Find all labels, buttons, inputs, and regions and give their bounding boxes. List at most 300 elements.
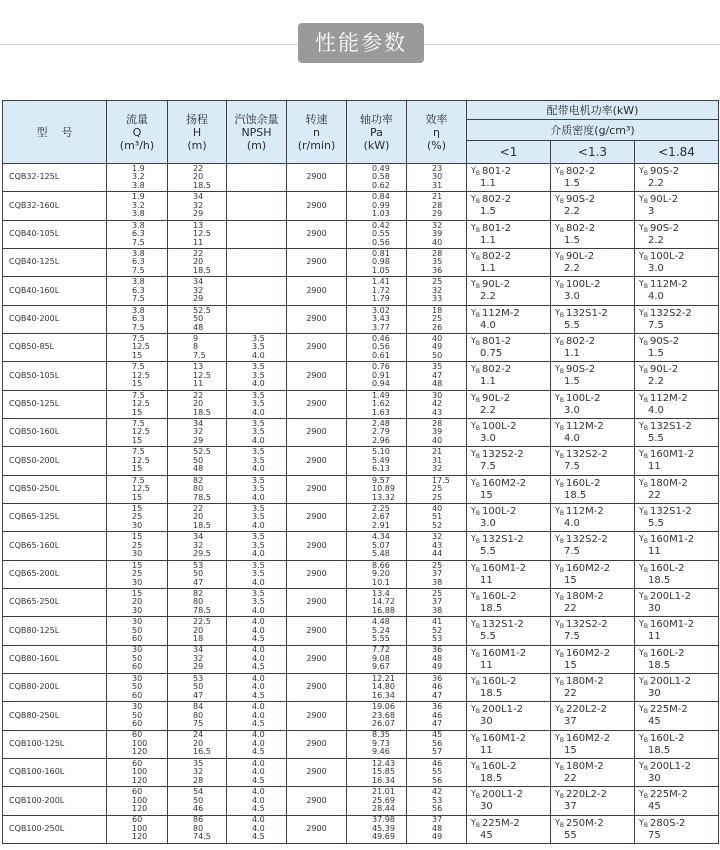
npsh-cell: 3.5 3.5 4.0: [227, 362, 287, 390]
shaft-power-cell: 3.02 3.43 3.77: [347, 305, 407, 333]
npsh-cell: [227, 248, 287, 276]
motor-lt1-3-cell: $Y_B$ 132S2-2 7.5: [551, 617, 635, 645]
efficiency-cell: 37 48 49: [407, 815, 467, 843]
flow-cell: 30 50 60: [107, 617, 168, 645]
flow-cell: 7.5 12.5 15: [107, 475, 168, 503]
npsh-cell: 3.5 3.5 4.0: [227, 390, 287, 418]
motor-lt1-cell: $Y_B$ 160L-2 18.5: [467, 673, 551, 701]
shaft-power-cell: 13.4 14.72 16.88: [347, 588, 407, 616]
yb-motor-mark: $Y_B$: [639, 732, 649, 744]
model-cell: CQB100-160L: [3, 758, 107, 786]
flow-cell: 3.8 6.3 7.5: [107, 248, 168, 276]
yb-motor-mark: $Y_B$: [471, 817, 481, 829]
yb-motor-mark: $Y_B$: [555, 279, 565, 291]
speed-cell: 2900: [287, 532, 347, 560]
motor-lt1-84-cell: $Y_B$ 225M-2 45: [635, 787, 719, 815]
speed-cell: 2900: [287, 673, 347, 701]
head-cell: 82 80 78.5: [168, 588, 227, 616]
head-cell: 52.5 50 48: [168, 447, 227, 475]
table-row: [3, 560, 719, 588]
head-cell: 22 20 18.5: [168, 164, 227, 192]
yb-motor-mark: $Y_B$: [639, 562, 649, 574]
npsh-cell: [227, 220, 287, 248]
head-cell: 52.5 50 48: [168, 305, 227, 333]
npsh-cell: 3.5 3.5 4.0: [227, 532, 287, 560]
model-cell: CQB40-105L: [3, 220, 107, 248]
speed-cell: 2900: [287, 248, 347, 276]
table-body: [3, 164, 719, 844]
motor-lt1-3-cell: $Y_B$ 160M2-2 15: [551, 730, 635, 758]
flow-cell: 60 100 120: [107, 730, 168, 758]
motor-lt1-84-cell: $Y_B$ 160L-2 18.5: [635, 560, 719, 588]
header-model: 型 号: [3, 101, 107, 164]
shaft-power-cell: 9.57 10.89 13.32: [347, 475, 407, 503]
yb-motor-mark: $Y_B$: [471, 364, 481, 376]
flow-cell: 3.8 6.3 7.5: [107, 305, 168, 333]
page-title: 性能参数: [298, 23, 424, 63]
head-cell: 53 50 47: [168, 560, 227, 588]
motor-lt1-3-cell: $Y_B$ 90L-2 2.2: [551, 248, 635, 276]
motor-lt1-cell: $Y_B$ 801-2 1.1: [467, 164, 551, 192]
table-row: [3, 787, 719, 815]
motor-lt1-84-cell: $Y_B$ 90L-2 3: [635, 192, 719, 220]
motor-lt1-cell: $Y_B$ 100L-2 3.0: [467, 503, 551, 531]
shaft-power-cell: 7.72 9.08 9.67: [347, 645, 407, 673]
shaft-power-cell: 19.06 23.68 26.07: [347, 702, 407, 730]
yb-motor-mark: $Y_B$: [555, 817, 565, 829]
motor-lt1-3-cell: $Y_B$ 220L2-2 37: [551, 787, 635, 815]
npsh-cell: 4.0 4.0 4.5: [227, 730, 287, 758]
model-cell: CQB40-160L: [3, 277, 107, 305]
flow-cell: 15 25 30: [107, 503, 168, 531]
yb-motor-mark: $Y_B$: [471, 704, 481, 716]
header-npsh: 汽蚀余量 NPSH (m): [227, 101, 287, 164]
yb-motor-mark: $Y_B$: [639, 506, 649, 518]
speed-cell: 2900: [287, 362, 347, 390]
model-cell: CQB80-160L: [3, 645, 107, 673]
head-cell: 13 12.5 11: [168, 362, 227, 390]
motor-lt1-cell: $Y_B$ 160L-2 18.5: [467, 588, 551, 616]
efficiency-cell: 21 28 29: [407, 192, 467, 220]
flow-cell: 3.8 6.3 7.5: [107, 277, 168, 305]
npsh-cell: 3.5 3.5 4.0: [227, 475, 287, 503]
shaft-power-cell: 0.46 0.56 0.61: [347, 333, 407, 361]
table-row: [3, 503, 719, 531]
npsh-cell: 3.5 3.5 4.0: [227, 560, 287, 588]
motor-lt1-cell: $Y_B$ 801-2 1.1: [467, 220, 551, 248]
yb-motor-mark: $Y_B$: [471, 506, 481, 518]
head-cell: 53 50 47: [168, 673, 227, 701]
yb-motor-mark: $Y_B$: [471, 194, 481, 206]
yb-motor-mark: $Y_B$: [471, 534, 481, 546]
yb-motor-mark: $Y_B$: [555, 336, 565, 348]
flow-cell: 15 25 30: [107, 532, 168, 560]
motor-lt1-cell: $Y_B$ 802-2 1.1: [467, 362, 551, 390]
motor-lt1-84-cell: $Y_B$ 160L-2 18.5: [635, 645, 719, 673]
table-row: [3, 532, 719, 560]
motor-lt1-84-cell: $Y_B$ 132S1-2 5.5: [635, 418, 719, 446]
yb-motor-mark: $Y_B$: [639, 166, 649, 178]
table-row: [3, 390, 719, 418]
head-cell: 22 20 18.5: [168, 503, 227, 531]
motor-lt1-84-cell: $Y_B$ 160L-2 18.5: [635, 730, 719, 758]
speed-cell: 2900: [287, 475, 347, 503]
model-cell: CQB50-250L: [3, 475, 107, 503]
shaft-power-cell: 2.25 2.67 2.91: [347, 503, 407, 531]
motor-lt1-cell: $Y_B$ 132S2-2 7.5: [467, 447, 551, 475]
efficiency-cell: 41 52 53: [407, 617, 467, 645]
model-cell: CQB65-125L: [3, 503, 107, 531]
yb-motor-mark: $Y_B$: [471, 279, 481, 291]
efficiency-cell: 21 31 32: [407, 447, 467, 475]
shaft-power-cell: 12.21 14.80 16.34: [347, 673, 407, 701]
title-rule-right: [424, 44, 720, 45]
table-row: [3, 333, 719, 361]
motor-lt1-cell: $Y_B$ 160M1-2 11: [467, 560, 551, 588]
efficiency-cell: 32 43 44: [407, 532, 467, 560]
table-row: [3, 645, 719, 673]
shaft-power-cell: 2.48 2.79 2.96: [347, 418, 407, 446]
npsh-cell: 4.0 4.0 4.5: [227, 617, 287, 645]
yb-motor-mark: $Y_B$: [555, 222, 565, 234]
motor-lt1-84-cell: $Y_B$ 200L1-2 30: [635, 673, 719, 701]
yb-motor-mark: $Y_B$: [639, 449, 649, 461]
motor-lt1-cell: $Y_B$ 200L1-2 30: [467, 702, 551, 730]
motor-lt1-3-cell: $Y_B$ 220L2-2 37: [551, 702, 635, 730]
yb-motor-mark: $Y_B$: [555, 506, 565, 518]
flow-cell: 3.8 6.3 7.5: [107, 220, 168, 248]
npsh-cell: 4.0 4.0 4.5: [227, 702, 287, 730]
header-density-lt1-3: <1.3: [551, 141, 635, 164]
motor-lt1-cell: $Y_B$ 160M1-2 11: [467, 730, 551, 758]
efficiency-cell: 35 47 48: [407, 362, 467, 390]
yb-motor-mark: $Y_B$: [555, 392, 565, 404]
motor-lt1-3-cell: $Y_B$ 112M-2 4.0: [551, 418, 635, 446]
motor-lt1-84-cell: $Y_B$ 160M1-2 11: [635, 447, 719, 475]
head-cell: 22.5 20 18: [168, 617, 227, 645]
yb-motor-mark: $Y_B$: [471, 619, 481, 631]
motor-lt1-84-cell: $Y_B$ 160M1-2 11: [635, 617, 719, 645]
shaft-power-cell: 0.76 0.91 0.94: [347, 362, 407, 390]
model-cell: CQB50-200L: [3, 447, 107, 475]
yb-motor-mark: $Y_B$: [639, 817, 649, 829]
flow-cell: 7.5 12.5 15: [107, 447, 168, 475]
motor-lt1-3-cell: $Y_B$ 802-2 1.5: [551, 220, 635, 248]
model-cell: CQB65-200L: [3, 560, 107, 588]
flow-cell: 30 50 60: [107, 673, 168, 701]
motor-lt1-84-cell: $Y_B$ 280S-2 75: [635, 815, 719, 843]
model-cell: CQB100-200L: [3, 787, 107, 815]
flow-cell: 7.5 12.5 15: [107, 333, 168, 361]
npsh-cell: 3.5 3.5 4.0: [227, 333, 287, 361]
motor-lt1-84-cell: $Y_B$ 90S-2 1.5: [635, 333, 719, 361]
flow-cell: 1.9 3.2 3.8: [107, 164, 168, 192]
model-cell: CQB50-125L: [3, 390, 107, 418]
header-density-lt1: <1: [467, 141, 551, 164]
efficiency-cell: 17.5 25 25: [407, 475, 467, 503]
yb-motor-mark: $Y_B$: [555, 732, 565, 744]
efficiency-cell: 18 25 26: [407, 305, 467, 333]
efficiency-cell: 36 46 47: [407, 673, 467, 701]
speed-cell: 2900: [287, 588, 347, 616]
motor-lt1-3-cell: $Y_B$ 802-2 1.1: [551, 333, 635, 361]
motor-lt1-cell: $Y_B$ 160L-2 18.5: [467, 758, 551, 786]
head-cell: 34 32 29: [168, 418, 227, 446]
npsh-cell: 3.5 3.5 4.0: [227, 588, 287, 616]
motor-lt1-3-cell: $Y_B$ 132S2-2 7.5: [551, 447, 635, 475]
yb-motor-mark: $Y_B$: [639, 364, 649, 376]
head-cell: 86 80 74.5: [168, 815, 227, 843]
speed-cell: 2900: [287, 645, 347, 673]
yb-motor-mark: $Y_B$: [555, 364, 565, 376]
motor-lt1-84-cell: $Y_B$ 132S1-2 5.5: [635, 503, 719, 531]
motor-lt1-3-cell: $Y_B$ 100L-2 3.0: [551, 390, 635, 418]
yb-motor-mark: $Y_B$: [639, 534, 649, 546]
flow-cell: 15 25 30: [107, 560, 168, 588]
yb-motor-mark: $Y_B$: [639, 789, 649, 801]
npsh-cell: 3.5 3.5 4.0: [227, 503, 287, 531]
model-cell: CQB65-160L: [3, 532, 107, 560]
model-cell: CQB32-160L: [3, 192, 107, 220]
shaft-power-cell: 12.43 15.85 16.34: [347, 758, 407, 786]
npsh-cell: [227, 164, 287, 192]
efficiency-cell: 40 49 50: [407, 333, 467, 361]
speed-cell: 2900: [287, 815, 347, 843]
yb-motor-mark: $Y_B$: [471, 789, 481, 801]
shaft-power-cell: 4.34 5.07 5.48: [347, 532, 407, 560]
npsh-cell: 4.0 4.0 4.5: [227, 673, 287, 701]
shaft-power-cell: 0.81 0.98 1.05: [347, 248, 407, 276]
head-cell: 34 32 29: [168, 192, 227, 220]
model-cell: CQB100-250L: [3, 815, 107, 843]
yb-motor-mark: $Y_B$: [639, 307, 649, 319]
motor-lt1-3-cell: $Y_B$ 180M-2 22: [551, 673, 635, 701]
yb-motor-mark: $Y_B$: [555, 761, 565, 773]
table-row: [3, 220, 719, 248]
flow-cell: 7.5 12.5 15: [107, 418, 168, 446]
yb-motor-mark: $Y_B$: [639, 421, 649, 433]
yb-motor-mark: $Y_B$: [471, 421, 481, 433]
npsh-cell: 4.0 4.0 4.5: [227, 758, 287, 786]
motor-lt1-84-cell: $Y_B$ 180M-2 22: [635, 475, 719, 503]
table-row: [3, 305, 719, 333]
yb-motor-mark: $Y_B$: [555, 789, 565, 801]
motor-lt1-84-cell: $Y_B$ 200L1-2 30: [635, 588, 719, 616]
table-row: [3, 447, 719, 475]
speed-cell: 2900: [287, 390, 347, 418]
head-cell: 35 32 28: [168, 758, 227, 786]
table-row: [3, 475, 719, 503]
motor-lt1-3-cell: $Y_B$ 132S2-2 7.5: [551, 532, 635, 560]
yb-motor-mark: $Y_B$: [639, 761, 649, 773]
flow-cell: 7.5 12.5 15: [107, 362, 168, 390]
efficiency-cell: 45 56 57: [407, 730, 467, 758]
table-row: [3, 588, 719, 616]
efficiency-cell: 36 46 47: [407, 702, 467, 730]
motor-lt1-3-cell: $Y_B$ 100L-2 3.0: [551, 277, 635, 305]
shaft-power-cell: 21.01 25.69 28.44: [347, 787, 407, 815]
yb-motor-mark: $Y_B$: [639, 647, 649, 659]
npsh-cell: 3.5 3.5 4.0: [227, 447, 287, 475]
npsh-cell: 4.0 4.0 4.5: [227, 645, 287, 673]
yb-motor-mark: $Y_B$: [555, 194, 565, 206]
yb-motor-mark: $Y_B$: [639, 591, 649, 603]
table-row: [3, 617, 719, 645]
flow-cell: 1.9 3.2 3.8: [107, 192, 168, 220]
yb-motor-mark: $Y_B$: [471, 761, 481, 773]
efficiency-cell: 42 53 56: [407, 787, 467, 815]
efficiency-cell: 46 55 56: [407, 758, 467, 786]
motor-lt1-3-cell: $Y_B$ 132S1-2 5.5: [551, 305, 635, 333]
head-cell: 9 8 7.5: [168, 333, 227, 361]
model-cell: CQB65-250L: [3, 588, 107, 616]
npsh-cell: 4.0 4.0 4.5: [227, 787, 287, 815]
yb-motor-mark: $Y_B$: [471, 647, 481, 659]
shaft-power-cell: 1.41 1.72 1.79: [347, 277, 407, 305]
motor-lt1-cell: $Y_B$ 200L1-2 30: [467, 787, 551, 815]
model-cell: CQB80-125L: [3, 617, 107, 645]
efficiency-cell: 28 39 40: [407, 418, 467, 446]
table-row: [3, 248, 719, 276]
header-speed: 转速 n (r/min): [287, 101, 347, 164]
motor-lt1-3-cell: $Y_B$ 250M-2 55: [551, 815, 635, 843]
motor-lt1-cell: $Y_B$ 801-2 0.75: [467, 333, 551, 361]
model-cell: CQB50-105L: [3, 362, 107, 390]
motor-lt1-84-cell: $Y_B$ 90S-2 2.2: [635, 220, 719, 248]
npsh-cell: 4.0 4.0 4.5: [227, 815, 287, 843]
header-density: 介质密度(g/cm³): [467, 120, 719, 141]
speed-cell: 2900: [287, 730, 347, 758]
yb-motor-mark: $Y_B$: [471, 676, 481, 688]
header-motor-power: 配带电机功率(kW): [467, 101, 719, 120]
speed-cell: 2900: [287, 702, 347, 730]
head-cell: 34 32 29: [168, 277, 227, 305]
flow-cell: 60 100 120: [107, 787, 168, 815]
shaft-power-cell: 5.10 5.49 6.13: [347, 447, 407, 475]
flow-cell: 60 100 120: [107, 758, 168, 786]
title-rule-left: [0, 44, 298, 45]
efficiency-cell: 40 51 52: [407, 503, 467, 531]
motor-lt1-cell: $Y_B$ 802-2 1.5: [467, 192, 551, 220]
efficiency-cell: 32 39 40: [407, 220, 467, 248]
header-efficiency: 效率 η (%): [407, 101, 467, 164]
yb-motor-mark: $Y_B$: [639, 619, 649, 631]
head-cell: 22 20 18.5: [168, 248, 227, 276]
speed-cell: 2900: [287, 418, 347, 446]
yb-motor-mark: $Y_B$: [555, 676, 565, 688]
yb-motor-mark: $Y_B$: [471, 449, 481, 461]
yb-motor-mark: $Y_B$: [471, 392, 481, 404]
table-row: [3, 362, 719, 390]
yb-motor-mark: $Y_B$: [471, 166, 481, 178]
yb-motor-mark: $Y_B$: [555, 562, 565, 574]
yb-motor-mark: $Y_B$: [471, 562, 481, 574]
yb-motor-mark: $Y_B$: [555, 647, 565, 659]
speed-cell: 2900: [287, 277, 347, 305]
motor-lt1-cell: $Y_B$ 132S1-2 5.5: [467, 532, 551, 560]
motor-lt1-84-cell: $Y_B$ 200L1-2 30: [635, 758, 719, 786]
efficiency-cell: 28 35 36: [407, 248, 467, 276]
table-row: [3, 192, 719, 220]
efficiency-cell: 23 30 31: [407, 164, 467, 192]
motor-lt1-84-cell: $Y_B$ 100L-2 3.0: [635, 248, 719, 276]
table-row: [3, 277, 719, 305]
motor-lt1-84-cell: $Y_B$ 132S2-2 7.5: [635, 305, 719, 333]
yb-motor-mark: $Y_B$: [555, 449, 565, 461]
yb-motor-mark: $Y_B$: [639, 251, 649, 263]
head-cell: 34 32 29.5: [168, 532, 227, 560]
flow-cell: 30 50 60: [107, 645, 168, 673]
shaft-power-cell: 8.35 9.73 9.46: [347, 730, 407, 758]
speed-cell: 2900: [287, 447, 347, 475]
model-cell: CQB32-125L: [3, 164, 107, 192]
motor-lt1-cell: $Y_B$ 112M-2 4.0: [467, 305, 551, 333]
npsh-cell: [227, 192, 287, 220]
npsh-cell: [227, 277, 287, 305]
efficiency-cell: 25 37 38: [407, 560, 467, 588]
efficiency-cell: 25 32 33: [407, 277, 467, 305]
motor-lt1-cell: $Y_B$ 90L-2 2.2: [467, 390, 551, 418]
motor-lt1-cell: $Y_B$ 225M-2 45: [467, 815, 551, 843]
flow-cell: 60 100 120: [107, 815, 168, 843]
model-cell: CQB40-125L: [3, 248, 107, 276]
shaft-power-cell: 0.42 0.55 0.56: [347, 220, 407, 248]
motor-lt1-cell: $Y_B$ 90L-2 2.2: [467, 277, 551, 305]
yb-motor-mark: $Y_B$: [555, 591, 565, 603]
flow-cell: 7.5 12.5 15: [107, 390, 168, 418]
speed-cell: 2900: [287, 503, 347, 531]
flow-cell: 30 50 60: [107, 702, 168, 730]
motor-lt1-3-cell: $Y_B$ 180M-2 22: [551, 758, 635, 786]
table-row: [3, 418, 719, 446]
yb-motor-mark: $Y_B$: [471, 307, 481, 319]
yb-motor-mark: $Y_B$: [639, 194, 649, 206]
yb-motor-mark: $Y_B$: [555, 619, 565, 631]
yb-motor-mark: $Y_B$: [471, 477, 481, 489]
yb-motor-mark: $Y_B$: [639, 222, 649, 234]
motor-lt1-cell: $Y_B$ 132S1-2 5.5: [467, 617, 551, 645]
speed-cell: 2900: [287, 617, 347, 645]
speed-cell: 2900: [287, 220, 347, 248]
motor-lt1-84-cell: $Y_B$ 90L-2 2.2: [635, 362, 719, 390]
speed-cell: 2900: [287, 333, 347, 361]
npsh-cell: 3.5 3.5 4.0: [227, 418, 287, 446]
table-row: [3, 758, 719, 786]
motor-lt1-cell: $Y_B$ 160M1-2 11: [467, 645, 551, 673]
yb-motor-mark: $Y_B$: [471, 222, 481, 234]
shaft-power-cell: 0.49 0.58 0.62: [347, 164, 407, 192]
shaft-power-cell: 1.49 1.62 1.63: [347, 390, 407, 418]
yb-motor-mark: $Y_B$: [639, 676, 649, 688]
shaft-power-cell: 8.66 9.20 10.1: [347, 560, 407, 588]
head-cell: 82 80 78.5: [168, 475, 227, 503]
speed-cell: 2900: [287, 787, 347, 815]
motor-lt1-cell: $Y_B$ 160M2-2 15: [467, 475, 551, 503]
efficiency-cell: 30 42 43: [407, 390, 467, 418]
table-row: [3, 702, 719, 730]
shaft-power-cell: 37.98 45.39 49.69: [347, 815, 407, 843]
head-cell: 22 20 18.5: [168, 390, 227, 418]
motor-lt1-cell: $Y_B$ 802-2 1.1: [467, 248, 551, 276]
model-cell: CQB40-200L: [3, 305, 107, 333]
yb-motor-mark: $Y_B$: [639, 279, 649, 291]
motor-lt1-84-cell: $Y_B$ 225M-2 45: [635, 702, 719, 730]
yb-motor-mark: $Y_B$: [555, 307, 565, 319]
model-cell: CQB80-250L: [3, 702, 107, 730]
motor-lt1-3-cell: $Y_B$ 160M2-2 15: [551, 645, 635, 673]
motor-lt1-3-cell: $Y_B$ 180M-2 22: [551, 588, 635, 616]
model-cell: CQB50-85L: [3, 333, 107, 361]
